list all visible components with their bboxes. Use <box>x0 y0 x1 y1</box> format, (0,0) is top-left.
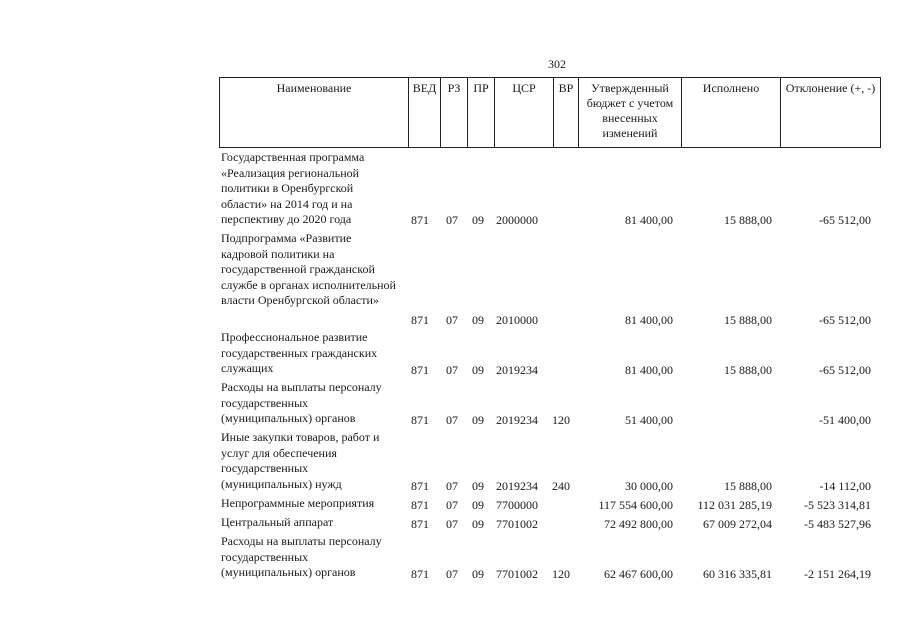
row-executed: 15 888,00 <box>724 363 772 377</box>
row-csr: 2010000 <box>496 313 538 327</box>
header-rz: РЗ <box>441 78 468 148</box>
table-header <box>219 77 881 148</box>
row-rz: 07 <box>446 313 458 327</box>
table-row <box>0 150 905 228</box>
row-approved: 62 467 600,00 <box>604 567 673 581</box>
row-pr: 09 <box>472 213 484 227</box>
row-name: Профессиональное развитие государственных гражданских служащих <box>221 330 378 376</box>
row-executed: 112 031 285,19 <box>697 498 772 512</box>
header-csr: ЦСР <box>495 78 554 148</box>
table-row <box>0 330 905 378</box>
row-name: Непрограммные мероприятия <box>221 496 375 510</box>
row-rz: 07 <box>446 567 458 581</box>
row-csr: 2000000 <box>496 213 538 227</box>
row-rz: 07 <box>446 213 458 227</box>
row-csr: 7701002 <box>496 567 538 581</box>
row-rz: 07 <box>446 413 458 427</box>
header-executed: Исполнено <box>682 78 781 148</box>
row-approved: 81 400,00 <box>625 213 673 227</box>
row-pr: 09 <box>472 413 484 427</box>
header-name: Наименование <box>220 78 409 148</box>
row-deviation: -2 151 264,19 <box>804 567 871 581</box>
row-name: Расходы на выплаты персоналу государственных (муниципальных) органов <box>221 380 382 426</box>
row-executed: 60 316 335,81 <box>703 567 772 581</box>
row-rz: 07 <box>446 517 458 531</box>
row-csr: 7700000 <box>496 498 538 512</box>
row-pr: 09 <box>472 479 484 493</box>
row-ved: 871 <box>411 567 429 581</box>
row-approved: 30 000,00 <box>625 479 673 493</box>
row-approved: 117 554 600,00 <box>598 498 673 512</box>
table-row <box>0 534 905 582</box>
row-rz: 07 <box>446 363 458 377</box>
row-executed: 15 888,00 <box>724 479 772 493</box>
row-name: Расходы на выплаты персоналу государственных (муниципальных) органов <box>221 534 382 580</box>
row-vr: 120 <box>552 413 570 427</box>
row-executed: 67 009 272,04 <box>703 517 772 531</box>
header-pr: ПР <box>468 78 495 148</box>
row-csr: 2019234 <box>496 413 538 427</box>
row-csr: 2019234 <box>496 479 538 493</box>
row-deviation: -65 512,00 <box>819 313 871 327</box>
row-csr: 2019234 <box>496 363 538 377</box>
table-row <box>0 231 905 328</box>
header-vr: ВР <box>554 78 579 148</box>
row-ved: 871 <box>411 517 429 531</box>
row-vr: 120 <box>552 567 570 581</box>
row-pr: 09 <box>472 363 484 377</box>
row-name: Подпрограмма «Развитие кадровой политики на государственной гражданской службе в органах исполнительной власти Оренбургской области» <box>221 231 396 308</box>
row-approved: 51 400,00 <box>625 413 673 427</box>
row-approved: 81 400,00 <box>625 313 673 327</box>
row-approved: 72 492 800,00 <box>604 517 673 531</box>
row-pr: 09 <box>472 313 484 327</box>
row-rz: 07 <box>446 479 458 493</box>
row-vr: 240 <box>552 479 570 493</box>
row-rz: 07 <box>446 498 458 512</box>
row-ved: 871 <box>411 479 429 493</box>
row-deviation: -51 400,00 <box>819 413 871 427</box>
table-row <box>0 515 905 532</box>
row-name: Иные закупки товаров, работ и услуг для обеспечения государственных (муниципальных) нужд <box>221 430 380 491</box>
header-deviation: Отклонение (+, -) <box>781 78 881 148</box>
table-row <box>0 380 905 428</box>
row-ved: 871 <box>411 413 429 427</box>
row-executed: 15 888,00 <box>724 213 772 227</box>
row-deviation: -14 112,00 <box>819 479 871 493</box>
row-name: Государственная программа «Реализация региональной политики в Оренбургской области» на 2014 год и на перспективу до 2020 года <box>221 150 365 227</box>
row-ved: 871 <box>411 313 429 327</box>
row-name: Центральный аппарат <box>221 515 334 529</box>
row-approved: 81 400,00 <box>625 363 673 377</box>
row-deviation: -65 512,00 <box>819 213 871 227</box>
header-ved: ВЕД <box>409 78 441 148</box>
table-row <box>0 430 905 494</box>
page-number: 302 <box>548 57 566 71</box>
row-deviation: -5 523 314,81 <box>804 498 871 512</box>
row-ved: 871 <box>411 498 429 512</box>
row-ved: 871 <box>411 213 429 227</box>
row-pr: 09 <box>472 567 484 581</box>
row-executed: 15 888,00 <box>724 313 772 327</box>
table-row <box>0 496 905 513</box>
row-pr: 09 <box>472 498 484 512</box>
header-approved: Утвержденный бюджет с учетом внесенных изменений <box>579 78 682 148</box>
row-csr: 7701002 <box>496 517 538 531</box>
row-pr: 09 <box>472 517 484 531</box>
row-deviation: -65 512,00 <box>819 363 871 377</box>
row-ved: 871 <box>411 363 429 377</box>
row-deviation: -5 483 527,96 <box>804 517 871 531</box>
